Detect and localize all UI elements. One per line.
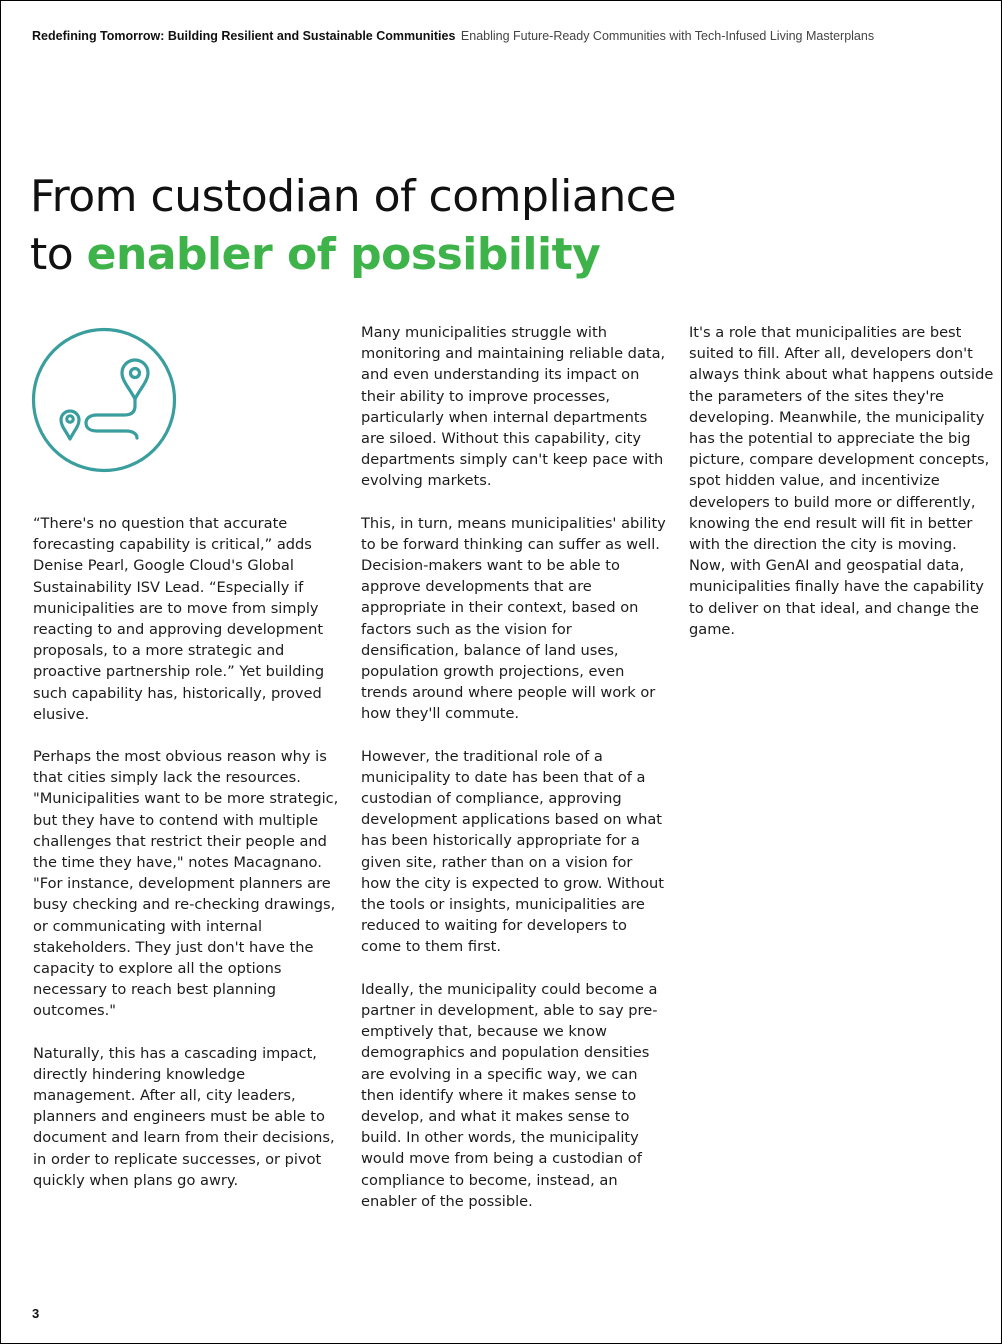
page-number: 3: [32, 1306, 40, 1321]
headline-line-1: From custodian of compliance: [30, 171, 677, 222]
headline-line-2-prefix: to: [30, 229, 87, 280]
document-title: Redefining Tomorrow: Building Resilient and Sustainable Communities: [32, 29, 456, 43]
text-column-2: [361, 322, 667, 1212]
paragraph: This, in turn, means municipalities' ability to be forward thinking can suffer as well. Decision-makers want to be able to approve developments that are appropriate in their context, based on factors such as the vision for densification, balance of land uses, population growth projections, even trends around where people will work or how they'll commute.: [361, 514, 666, 723]
page-headline: [30, 168, 676, 284]
route-map-pins-icon: [31, 327, 177, 473]
text-column-1: [33, 513, 339, 1191]
paragraph: Naturally, this has a cascading impact, directly hindering knowledge management. After all, city leaders, planners and engineers must be able to document and learn from their decisions, in order to replicate successes, or pivot quickly when plans go awry.: [33, 1044, 335, 1189]
paragraph: Perhaps the most obvious reason why is that cities simply lack the resources. "Municipalities want to be more strategic, but they have to contend with multiple challenges that restrict their people and the time they have," notes Macagnano. "For instance, development planners are busy checking and re-checking drawings, or communicating with internal stakeholders. They just don't have the capacity to explore all the options necessary to reach best planning outcomes.": [33, 748, 339, 1020]
paragraph: Ideally, the municipality could become a partner in development, able to say pre-emptively that, because we know demographics and population densities are evolving in a specific way, we can then identify where it makes sense to develop, and what it makes sense to build. In other words, the municipality would move from being a custodian of compliance to become, instead, an enabler of the possible.: [361, 980, 658, 1210]
text-column-3: [689, 322, 995, 640]
headline-accent: enabler of possibility: [86, 229, 601, 280]
paragraph: “There's no question that accurate forecasting capability is critical,” adds Denise Pearl, Google Cloud's Global Sustainability ISV Lead. “Especially if municipalities are to move from simply reacting to and approving development proposals, to a more strategic and proactive partnership role.” Yet building such capability has, historically, proved elusive.: [33, 515, 325, 723]
paragraph: It's a role that municipalities are best suited to fill. After all, developers don't always think about what happens outside the parameters of the sites they're developing. Meanwhile, the municipality has the potential to appreciate the big picture, compare development concepts, spot hidden value, and incentivize developers to build more or differently, knowing the end result will fit in better with the direction the city is moving. Now, with GenAI and geospatial data, municipalities finally have the capability to deliver on that ideal, and change the game.: [689, 324, 994, 638]
paragraph: However, the traditional role of a municipality to date has been that of a custodian of compliance, approving development applications based on what has been historically appropriate for a given site, rather than on a vision for how the city is expected to grow. Without the tools or insights, municipalities are reduced to waiting for developers to come to them first.: [361, 747, 665, 956]
running-header: [32, 28, 874, 44]
document-subtitle: Enabling Future-Ready Communities with Tech-Infused Living Masterplans: [460, 29, 875, 43]
paragraph: Many municipalities struggle with monitoring and maintaining reliable data, and even understanding its impact on their ability to improve processes, particularly when internal departments are siloed. Without this capability, city departments simply can't keep pace with evolving markets.: [361, 324, 666, 490]
